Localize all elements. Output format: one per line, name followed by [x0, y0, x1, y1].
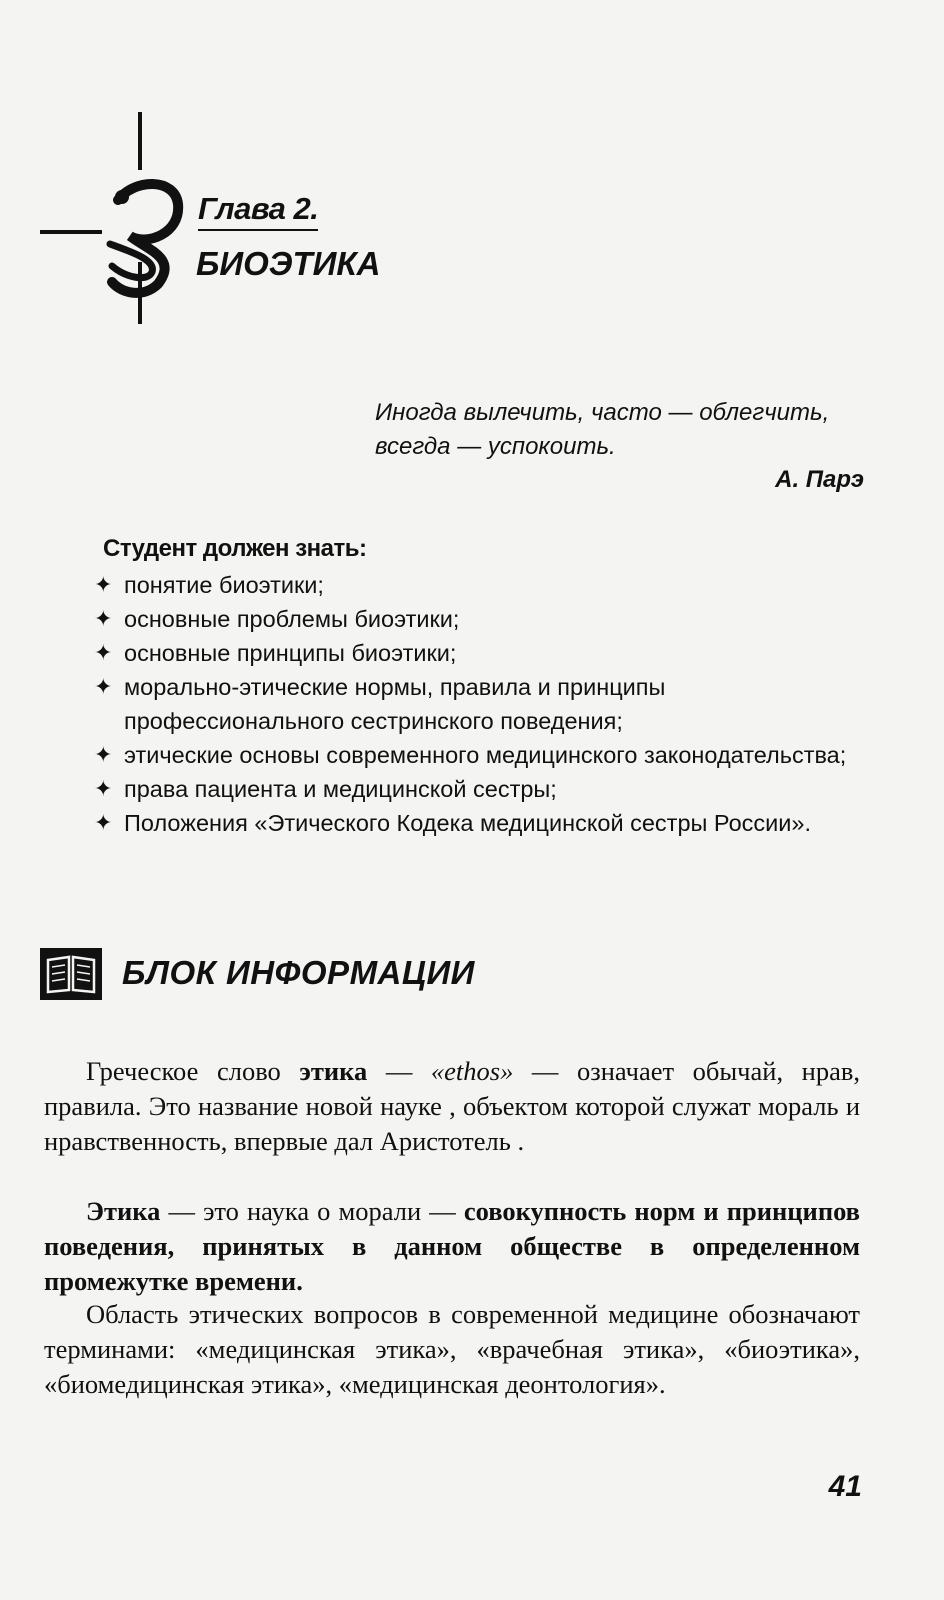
text-run: Греческое слово: [86, 1056, 300, 1086]
list-item-text: основные проблемы биоэтики;: [124, 606, 460, 632]
bullet-star-icon: ✦: [94, 742, 113, 767]
chapter-title: БИОЭТИКА: [196, 245, 381, 282]
snake-caduceus-icon: [40, 112, 200, 327]
list-item: [94, 806, 864, 840]
list-item: [94, 602, 864, 636]
bullet-star-icon: ✦: [94, 640, 113, 665]
list-item-text: этические основы современного медицинского законодательства;: [124, 742, 847, 768]
bullet-star-icon: ✦: [94, 674, 113, 699]
bullet-star-icon: ✦: [94, 572, 113, 597]
list-item-text: права пациента и медицинской сестры;: [124, 776, 557, 802]
list-item-text: понятие биоэтики;: [124, 572, 324, 598]
text-run: —: [367, 1056, 431, 1086]
list-item: [94, 670, 864, 738]
term-bold: этика: [299, 1056, 368, 1086]
list-item-text: основные принципы биоэтики;: [124, 640, 457, 666]
term-bold: Этика: [86, 1196, 161, 1226]
list-item-text: Положения «Этического Кодека медицинской сестры России».: [124, 810, 811, 836]
paragraph-ethics-etymology: [44, 1054, 860, 1159]
open-book-icon: [40, 948, 102, 1000]
term-italic: «ethos»: [430, 1056, 514, 1086]
definition-bold: совокупность норм и принципов поведения, принятых в данном обществе в определенном промежутке времени.: [44, 1196, 860, 1296]
page-number: 41: [828, 1470, 862, 1503]
learning-goals-list: [94, 568, 864, 840]
learning-goals-heading: Студент должен знать:: [103, 535, 367, 562]
list-item: [94, 568, 864, 602]
list-item: [94, 738, 864, 772]
list-item: [94, 772, 864, 806]
list-item: [94, 636, 864, 670]
bullet-star-icon: ✦: [94, 810, 113, 835]
text-run: Область этических вопросов в современной медицине обозначают терминами: «медицинская этика», «врачебная этика», «биоэтика», «биомедицинская этика», «медицинская деонтология».: [44, 1299, 860, 1399]
info-block-heading: БЛОК ИНФОРМАЦИИ: [122, 954, 475, 991]
text-run: — это наука о морали —: [160, 1196, 464, 1226]
paragraph-ethics-definition: [44, 1194, 860, 1299]
epigraph-author: А. Парэ: [775, 466, 864, 493]
bullet-star-icon: ✦: [94, 606, 113, 631]
paragraph-terms: [44, 1297, 860, 1402]
text-run: — означает обычай, нрав, правила. Это название новой науке , объектом которой служат мораль и нравственность, впервые дал Аристотель .: [44, 1056, 860, 1156]
bullet-star-icon: ✦: [94, 776, 113, 801]
epigraph-quote: Иногда вылечить, часто — облегчить, всегда — успокоить.: [375, 399, 830, 460]
chapter-label: Глава 2.: [198, 191, 318, 231]
list-item-text: морально-этические нормы, правила и принципы профессионального сестринского поведения;: [124, 674, 666, 734]
